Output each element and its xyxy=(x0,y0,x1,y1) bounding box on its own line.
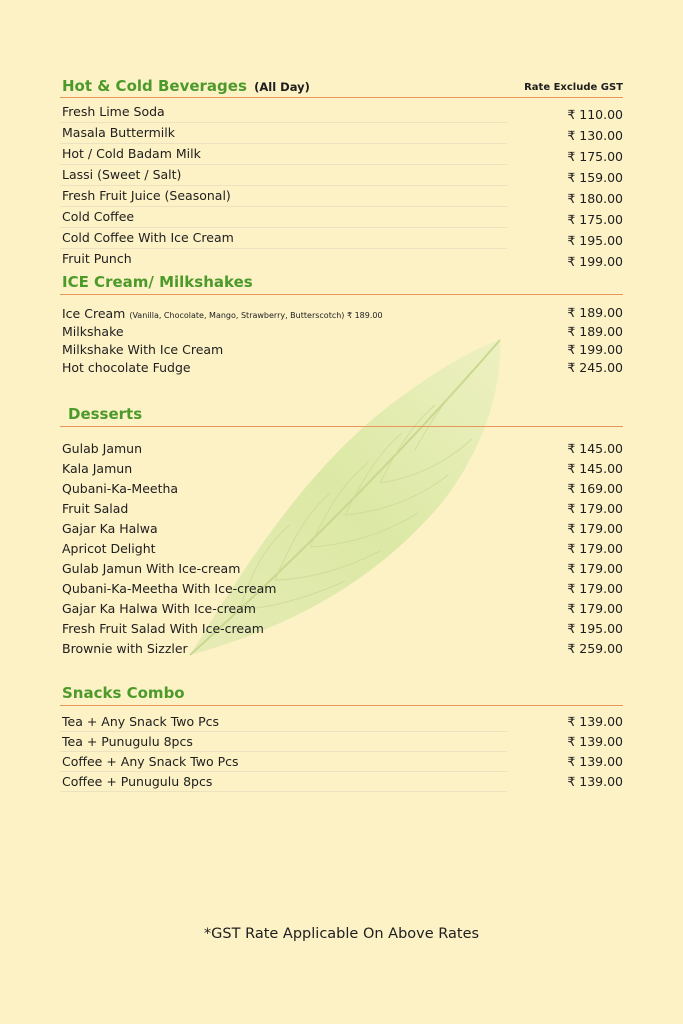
item-name: Qubani-Ka-Meetha xyxy=(62,481,179,496)
row-divider xyxy=(60,143,507,144)
item-price: ₹ 179.00 xyxy=(567,561,623,576)
section-header xyxy=(60,684,623,706)
item-price: ₹ 130.00 xyxy=(567,128,623,143)
item-price: ₹ 179.00 xyxy=(567,501,623,516)
section-icecream xyxy=(60,273,623,375)
item-price: ₹ 139.00 xyxy=(567,714,623,729)
item-name: Gulab Jamun With Ice-cream xyxy=(62,561,241,576)
section-title: ICE Cream/ Milkshakes xyxy=(62,273,253,291)
item-name: Apricot Delight xyxy=(62,541,156,556)
row-divider xyxy=(60,771,507,772)
section-rule xyxy=(60,705,623,706)
item-price: ₹ 175.00 xyxy=(567,212,623,227)
section-rule xyxy=(60,97,623,98)
item-name: Brownie with Sizzler xyxy=(62,641,188,656)
item-note: (Vanilla, Chocolate, Mango, Strawberry, Butterscotch) ₹ 189.00 xyxy=(129,311,383,320)
item-name: Coffee + Any Snack Two Pcs xyxy=(62,754,239,769)
section-header xyxy=(60,77,623,99)
item-name: Gajar Ka Halwa With Ice-cream xyxy=(62,601,256,616)
row-divider xyxy=(60,122,507,123)
item-price: ₹ 189.00 xyxy=(567,305,623,320)
item-name: Fruit Salad xyxy=(62,501,129,516)
item-price: ₹ 199.00 xyxy=(567,342,623,357)
section-header xyxy=(60,273,623,295)
section-desserts xyxy=(60,405,623,656)
item-name: Hot chocolate Fudge xyxy=(62,360,191,375)
section-title: Hot & Cold Beverages (All Day) xyxy=(62,77,310,95)
item-name: Gulab Jamun xyxy=(62,441,143,456)
item-name: Qubani-Ka-Meetha With Ice-cream xyxy=(62,581,277,596)
item-name: Milkshake xyxy=(62,324,124,339)
item-price: ₹ 195.00 xyxy=(567,621,623,636)
item-price: ₹ 169.00 xyxy=(567,481,623,496)
item-price: ₹ 179.00 xyxy=(567,601,623,616)
item-name: Cold Coffee xyxy=(62,209,135,224)
item-price: ₹ 145.00 xyxy=(567,441,623,456)
item-price: ₹ 189.00 xyxy=(567,324,623,339)
item-price: ₹ 139.00 xyxy=(567,774,623,789)
item-price: ₹ 145.00 xyxy=(567,461,623,476)
item-name: Masala Buttermilk xyxy=(62,125,175,140)
item-name: Milkshake With Ice Cream xyxy=(62,342,224,357)
item-price: ₹ 175.00 xyxy=(567,149,623,164)
item-price: ₹ 139.00 xyxy=(567,734,623,749)
item-price: ₹ 180.00 xyxy=(567,191,623,206)
rate-note: Rate Exclude GST xyxy=(524,82,623,93)
item-name: Fresh Fruit Juice (Seasonal) xyxy=(62,188,231,203)
item-name: Kala Jamun xyxy=(62,461,133,476)
row-divider xyxy=(60,791,507,792)
section-header xyxy=(60,405,623,427)
item-price: ₹ 179.00 xyxy=(567,521,623,536)
item-price: ₹ 259.00 xyxy=(567,641,623,656)
item-price: ₹ 199.00 xyxy=(567,254,623,269)
item-price: ₹ 179.00 xyxy=(567,581,623,596)
item-price: ₹ 245.00 xyxy=(567,360,623,375)
item-name: Hot / Cold Badam Milk xyxy=(62,146,201,161)
section-rule xyxy=(60,426,623,427)
section-title: Desserts xyxy=(68,405,143,423)
section-beverages xyxy=(60,77,623,269)
item-name: Gajar Ka Halwa xyxy=(62,521,158,536)
item-price: ₹ 110.00 xyxy=(567,107,623,122)
row-divider xyxy=(60,731,507,732)
item-name: Fruit Punch xyxy=(62,251,132,266)
item-price: ₹ 159.00 xyxy=(567,170,623,185)
item-name: Lassi (Sweet / Salt) xyxy=(62,167,182,182)
row-divider xyxy=(60,227,507,228)
item-name: Fresh Fruit Salad With Ice-cream xyxy=(62,621,264,636)
row-divider xyxy=(60,206,507,207)
section-rule xyxy=(60,294,623,295)
item-name: Fresh Lime Soda xyxy=(62,104,165,119)
item-name: Tea + Any Snack Two Pcs xyxy=(62,714,220,729)
row-divider xyxy=(60,164,507,165)
item-price: ₹ 195.00 xyxy=(567,233,623,248)
row-divider xyxy=(60,248,507,249)
row-divider xyxy=(60,185,507,186)
gst-footer-note: *GST Rate Applicable On Above Rates xyxy=(203,926,480,942)
item-name: Cold Coffee With Ice Cream xyxy=(62,230,234,245)
section-snacks xyxy=(60,684,623,789)
item-name: Coffee + Punugulu 8pcs xyxy=(62,774,213,789)
item-price: ₹ 179.00 xyxy=(567,541,623,556)
item-price: ₹ 139.00 xyxy=(567,754,623,769)
section-subtitle: (All Day) xyxy=(254,80,310,94)
section-title: Snacks Combo xyxy=(62,684,185,702)
item-name: Ice Cream (Vanilla, Chocolate, Mango, Strawberry, Butterscotch) ₹ 189.00 xyxy=(62,306,383,321)
row-divider xyxy=(60,751,507,752)
item-name: Tea + Punugulu 8pcs xyxy=(62,734,193,749)
